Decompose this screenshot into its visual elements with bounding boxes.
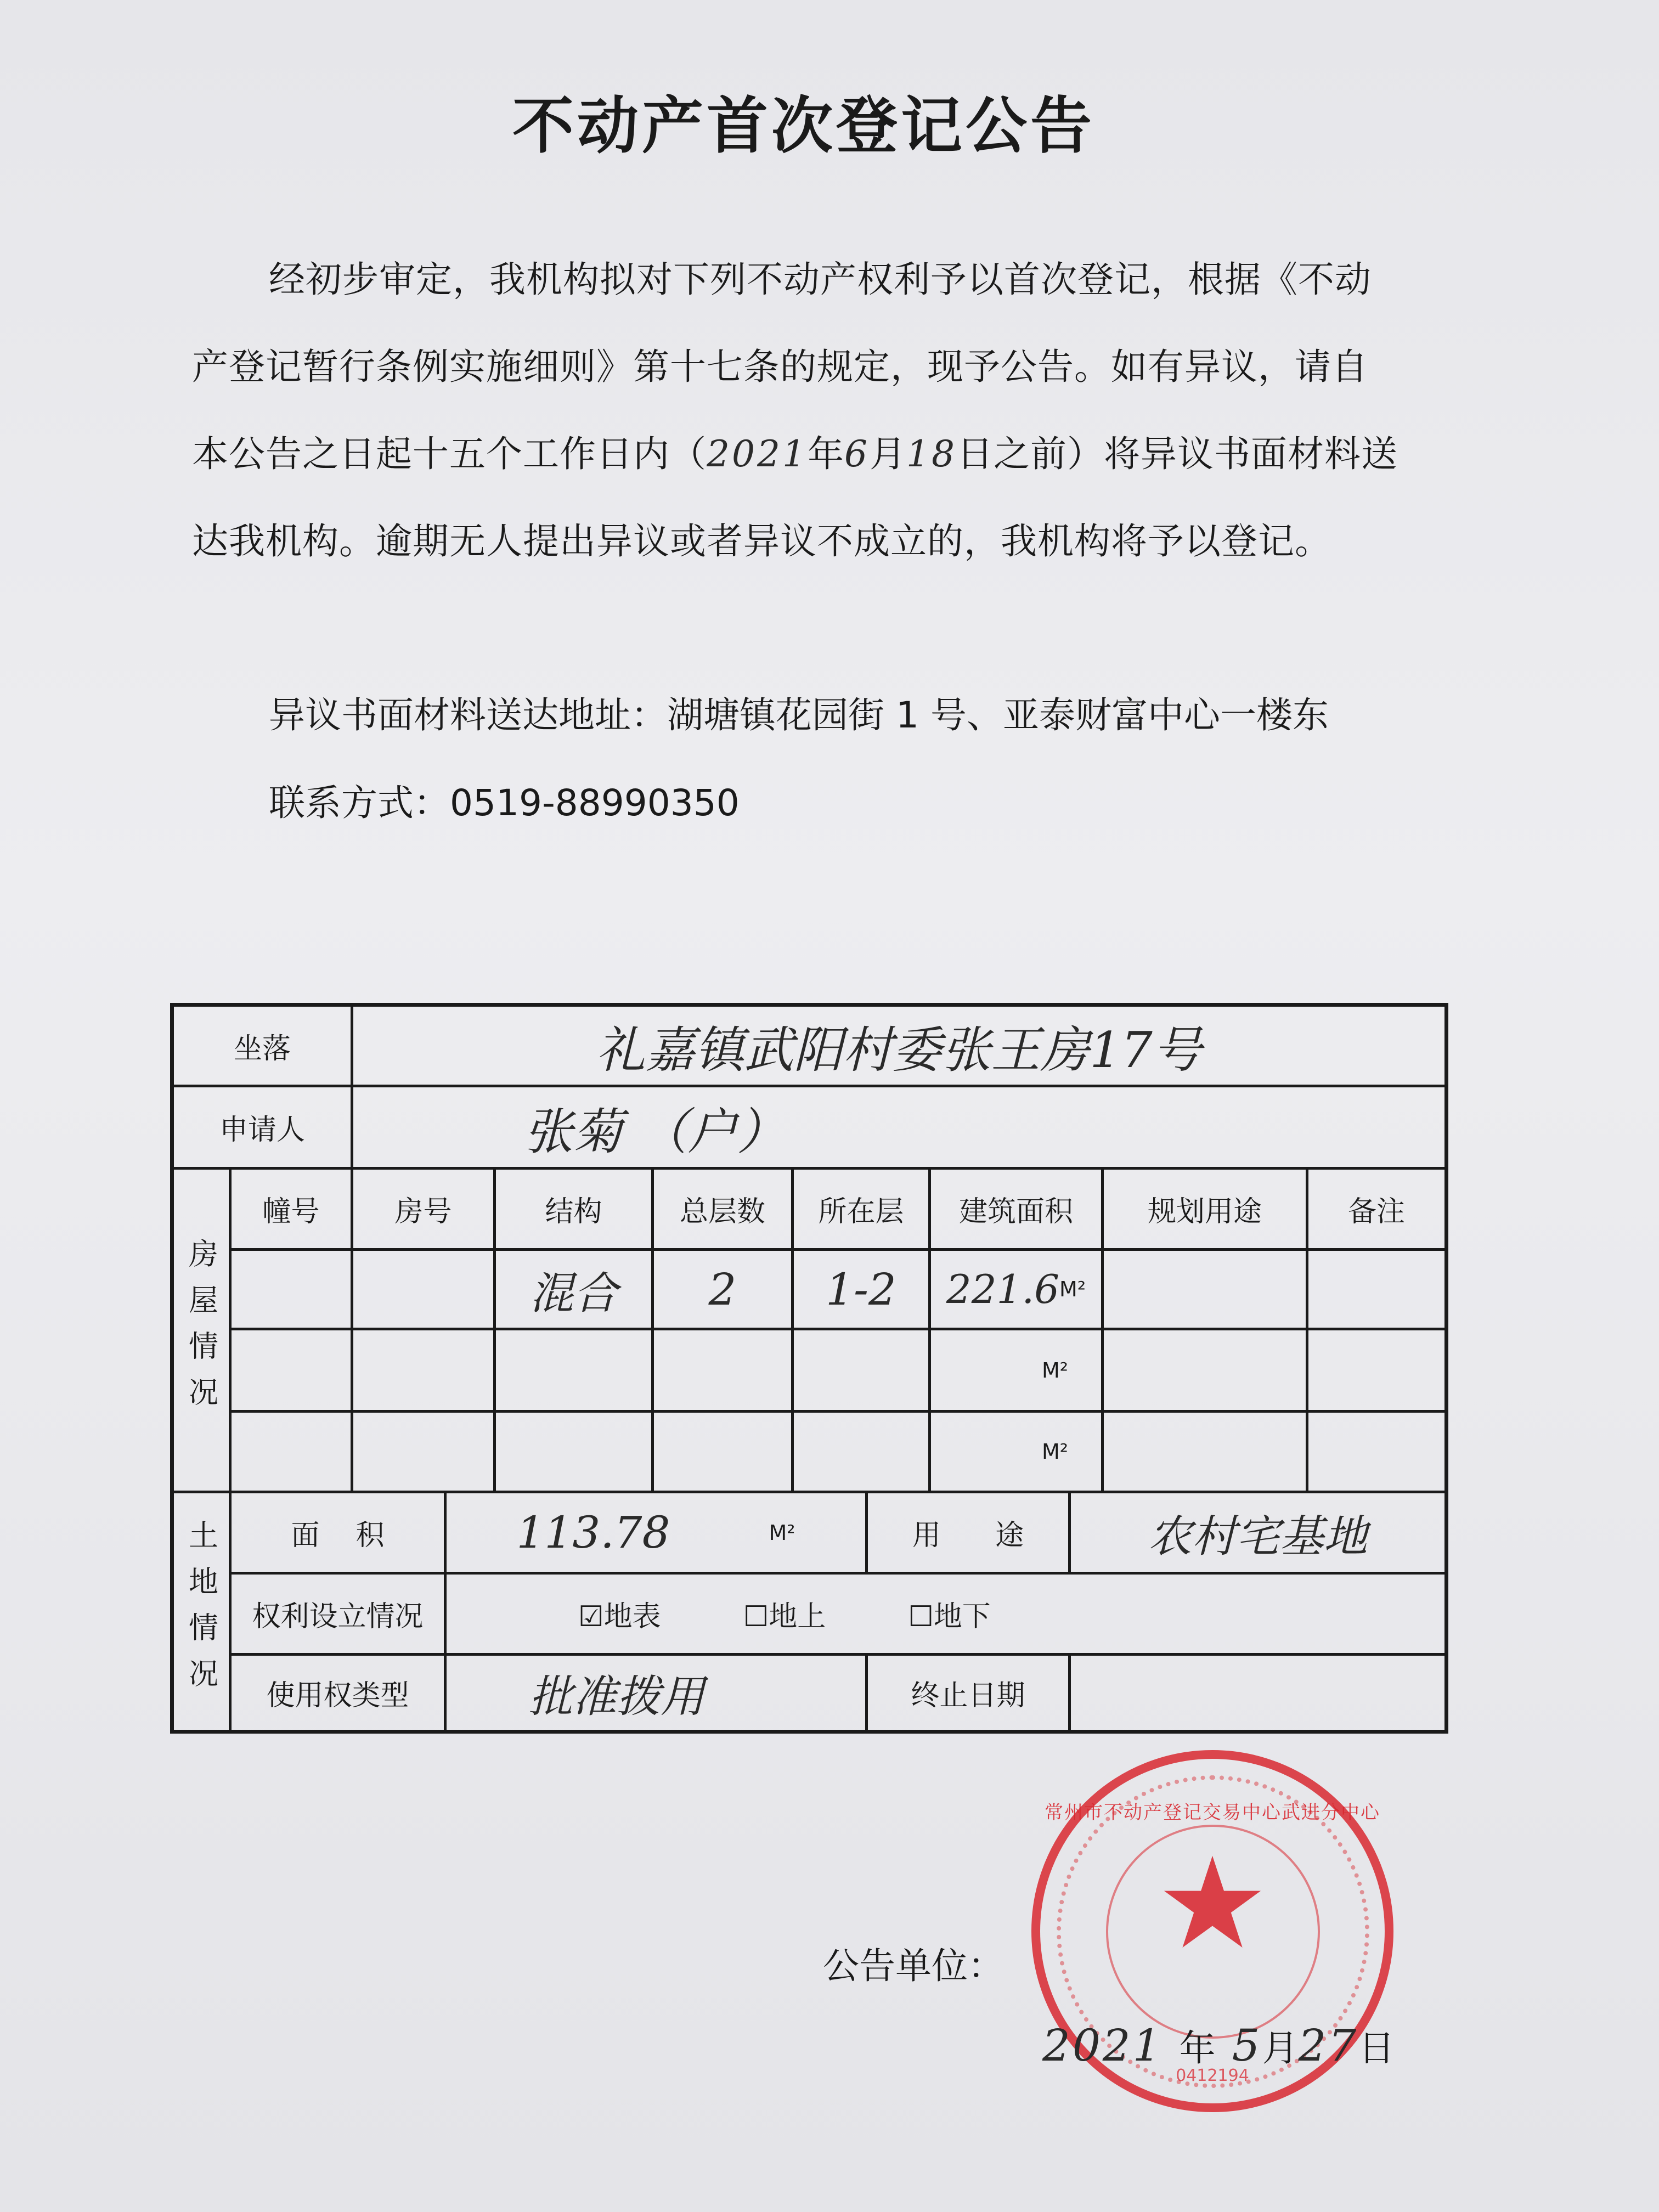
land-area-value: 113.78 M²	[516, 1507, 795, 1558]
issue-date: 2021 年 5月27日	[1042, 2020, 1395, 2071]
col-remarks: 备注	[1347, 1195, 1405, 1228]
land-area-label: 面 积	[291, 1519, 385, 1552]
rights-options	[447, 1575, 1444, 1653]
location-label: 坐落	[233, 1032, 291, 1065]
seal-star-icon: ★	[1155, 1831, 1269, 1977]
address-line	[269, 686, 1329, 738]
rights-above-option[interactable]: ☐地上	[743, 1600, 826, 1633]
row3-area-unit: M²	[1041, 1440, 1068, 1464]
deadline-year: 2021	[707, 433, 808, 475]
notice-paragraph	[192, 236, 1404, 585]
row2-area-unit: M²	[1041, 1358, 1068, 1383]
land-use-value: 农村宅基地	[1148, 1511, 1368, 1562]
row1-structure: 混合	[529, 1267, 618, 1319]
col-building-area: 建筑面积	[958, 1195, 1073, 1228]
address-label: 异议书面材料送达地址：	[269, 694, 667, 736]
col-structure: 结构	[545, 1195, 602, 1228]
rights-below-option[interactable]: ☐地下	[908, 1600, 991, 1633]
deadline-day: 18	[906, 433, 957, 475]
applicant-value: 张菊 （户）	[523, 1103, 787, 1161]
row1-area: 221.6 M²	[946, 1266, 1086, 1312]
rights-surface-option[interactable]: ☑地表	[578, 1600, 661, 1633]
use-right-type-label: 使用权类型	[266, 1679, 409, 1712]
contact-label: 联系方式：	[269, 782, 450, 824]
deadline-month-char: 月	[869, 433, 906, 475]
col-building-no: 幢号	[262, 1195, 320, 1228]
seal-text: 常州市不动产登记交易中心武进分中心	[1045, 1802, 1380, 1824]
rights-label: 权利设立情况	[252, 1600, 424, 1633]
house-section-label: 房屋情况	[184, 1238, 219, 1423]
page-title: 不动产首次登记公告	[512, 91, 1095, 162]
deadline-month: 6	[844, 433, 870, 475]
issuing-unit-label: 公告单位：	[823, 1945, 1004, 1987]
land-use-label: 用 途	[912, 1519, 1024, 1552]
location-value: 礼嘉镇武阳村委张王房17号	[596, 1022, 1202, 1079]
seal-code: 0412194	[1176, 2066, 1249, 2085]
address-value: 湖塘镇花园街 1 号、亚泰财富中心一楼东	[667, 694, 1329, 736]
col-planned-use: 规划用途	[1147, 1195, 1262, 1228]
col-room-no: 房号	[394, 1195, 452, 1228]
end-date-label: 终止日期	[911, 1679, 1025, 1712]
land-section-label: 土地情况	[184, 1519, 219, 1704]
col-total-floors: 总层数	[679, 1195, 765, 1228]
para1-end-text: 日之前）将异议书面材料送达我机构。逾期无人提出异议或者异议不成立的，我机构将予以登记。	[192, 433, 1398, 562]
row1-floor-at: 1-2	[826, 1263, 896, 1315]
use-right-type-value: 批准拨用	[529, 1671, 704, 1722]
col-floor-at: 所在层	[818, 1195, 904, 1228]
contact-line	[269, 774, 740, 826]
applicant-label: 申请人	[219, 1114, 305, 1147]
para1-text: 经初步审定，我机构拟对下列不动产权利予以首次登记，根据《不动产登记暂行条例实施细则》第十七条的规定，现予公告。如有异议，请自本公告之日起十五个工作日内（	[192, 258, 1372, 475]
deadline-year-char: 年	[807, 433, 844, 475]
row1-total-floors: 2	[708, 1263, 737, 1315]
contact-value: 0519-88990350	[450, 782, 740, 824]
property-table	[170, 1003, 1448, 1734]
